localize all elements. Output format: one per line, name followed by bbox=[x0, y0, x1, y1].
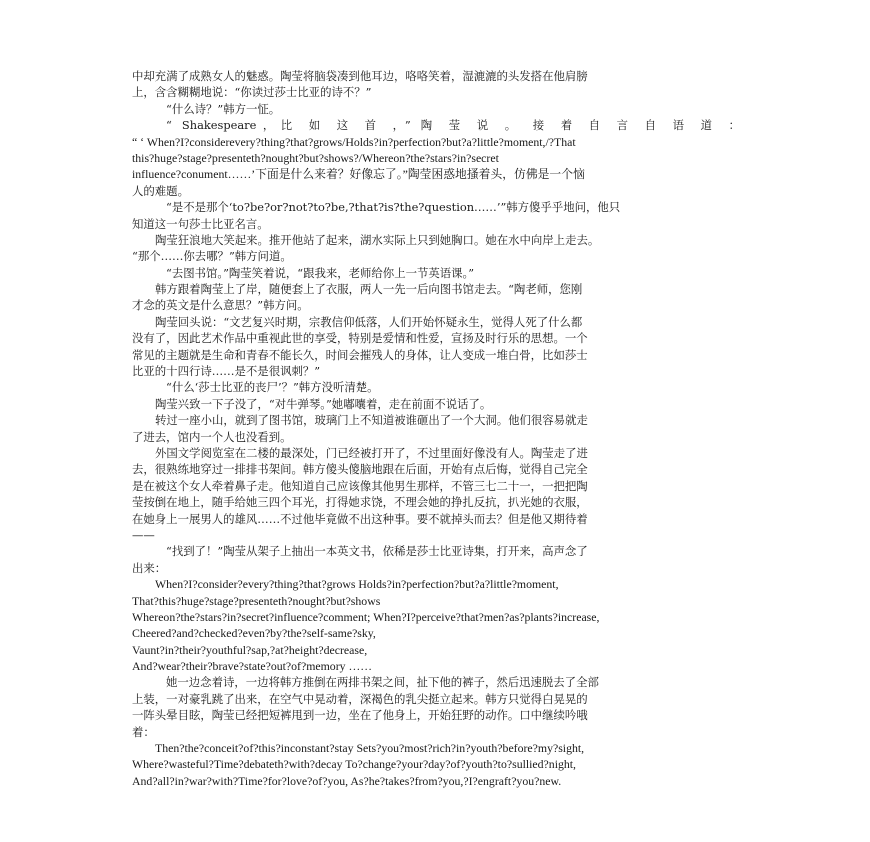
document-page bbox=[132, 68, 740, 789]
text-line: “什么‘莎士比亚的丧尸’？”韩方没听清楚。 bbox=[166, 380, 379, 395]
text-line: And?all?in?war?with?Time?for?love?of?you, As?he?takes?from?you,?I?engraft?you?new. bbox=[132, 773, 562, 788]
text-line: 常见的主题就是生命和青春不能长久，时间会摧残人的身体，让人变成一堆白骨，比如莎士 bbox=[132, 347, 588, 362]
text-line: 是在被这个女人牵着鼻子走。他知道自己应该像其他男生那样，不管三七二十一，一把把陶 bbox=[132, 478, 588, 493]
text-line: 韩方跟着陶莹上了岸，随便套上了衣服，两人一先一后向图书馆走去。“陶老师，您刚 bbox=[155, 282, 583, 297]
text-line: 了进去，馆内一个人也没看到。 bbox=[132, 429, 292, 444]
text-line: 陶莹狂浪地大笑起来。推开他站了起来，湖水实际上只到她胸口。她在水中向岸上走去。 bbox=[155, 232, 600, 247]
text-line: “是不是那个‘to?be?or?not?to?be,?that?is?the?question……’”韩方傻乎乎地问，他只 bbox=[166, 200, 621, 215]
text-line: 上装，一对豪乳跳了出来，在空气中晃动着，深褐色的乳尖挺立起来。韩方只觉得白晃晃的 bbox=[132, 691, 588, 706]
text-line: “ Shakespeare，比 如 这 首 ，” 陶 莹 说 。 接 着 自 言 自 语 道 ： bbox=[166, 118, 740, 133]
text-line: 莹按倒在地上，随手给她三四个耳光，打得她求饶，不理会她的挣扎反抗，扒光她的衣服， bbox=[132, 495, 588, 510]
text-line: Where?wasteful?Time?debateth?with?decay To?change?your?day?of?youth?to?sullied?night, bbox=[132, 757, 576, 772]
text-line: 外国文学阅览室在二楼的最深处，门已经被打开了，不过里面好像没有人。陶莹走了进 bbox=[155, 445, 588, 460]
text-line: this?huge?stage?presenteth?nought?but?shows?/Whereon?the?stars?in?secret bbox=[132, 150, 499, 165]
text-line: 着： bbox=[132, 724, 155, 739]
text-line: Whereon?the?stars?in?secret?influence?comment; When?I?perceive?that?men?as?plants?increase, bbox=[132, 609, 600, 624]
text-line: 出来： bbox=[132, 560, 167, 575]
text-line: 去，很熟练地穿过一排排书架间。韩方傻头傻脑地跟在后面，开始有点后悔，觉得自己完全 bbox=[132, 462, 588, 477]
text-line: —— bbox=[132, 527, 155, 542]
text-line: influence?conument……’下面是什么来着？好像忘了。”陶莹困惑地搔着头，仿佛是一个恼 bbox=[132, 167, 585, 182]
text-line: 上，含含糊糊地说：“你读过莎士比亚的诗不？” bbox=[132, 85, 372, 100]
text-line: 没有了，因此艺术作品中重视此世的享受，特别是爱情和性爱，宣扬及时行乐的思想。一个 bbox=[132, 331, 588, 346]
text-line: 转过一座小山，就到了图书馆，玻璃门上不知道被谁砸出了一个大洞。他们很容易就走 bbox=[155, 413, 588, 428]
text-line: Vaunt?in?their?youthful?sap,?at?height?decrease, bbox=[132, 642, 368, 657]
text-line: 一阵头晕目眩，陶莹已经把短裤甩到一边，坐在了他身上，开始狂野的动作。口中继续吟哦 bbox=[132, 708, 588, 723]
text-line: That?this?huge?stage?presenteth?nought?but?shows bbox=[132, 593, 381, 608]
text-line: 知道这一句莎士比亚名言。 bbox=[132, 216, 269, 231]
text-line: 比亚的十四行诗……是不是很讽刺？” bbox=[132, 364, 321, 379]
text-line: When?I?consider?every?thing?that?grows Holds?in?perfection?but?a?little?moment, bbox=[155, 577, 559, 592]
text-line: Cheered?and?checked?even?by?the?self-same?sky, bbox=[132, 626, 376, 641]
text-line: “ ‘ When?I?considerevery?thing?that?grows/Holds?in?perfection?but?a?little?moment,/?That bbox=[132, 134, 576, 149]
text-line: “找到了！”陶莹从架子上抽出一本英文书，依稀是莎士比亚诗集，打开来，高声念了 bbox=[166, 544, 588, 559]
text-line: 中却充满了成熟女人的魅惑。陶莹将脑袋凑到他耳边，咯咯笑着，湿漉漉的头发搭在他肩膀 bbox=[132, 69, 588, 83]
text-line: And?wear?their?brave?state?out?of?memory …… bbox=[132, 659, 373, 674]
text-line: Then?the?conceit?of?this?inconstant?stay Sets?you?most?rich?in?youth?before?my?sight, bbox=[155, 741, 585, 756]
text-line: 才念的英文是什么意思？”韩方问。 bbox=[132, 298, 309, 313]
text-line: “什么诗？”韩方一怔。 bbox=[166, 101, 281, 116]
text-line: 人的难题。 bbox=[132, 183, 189, 198]
text-line: 在她身上一展男人的雄风……不过他毕竟做不出这种事。要不就掉头而去？但是他又期待着 bbox=[132, 511, 588, 526]
text-line: “去图书馆。”陶莹笑着说，“跟我来，老师给你上一节英语课。” bbox=[166, 265, 475, 280]
text-line: 陶莹回头说：“文艺复兴时期，宗教信仰低落，人们开始怀疑永生，觉得人死了什么都 bbox=[155, 314, 583, 329]
text-line: 陶莹兴致一下子没了，“对牛弹琴。”她嘟囔着，走在前面不说话了。 bbox=[155, 396, 492, 411]
text-line: “那个……你去哪？”韩方问道。 bbox=[132, 249, 292, 264]
text-line: 她一边念着诗，一边将韩方推倒在两排书架之间，扯下他的裤子，然后迅速脱去了全部 bbox=[166, 675, 599, 690]
